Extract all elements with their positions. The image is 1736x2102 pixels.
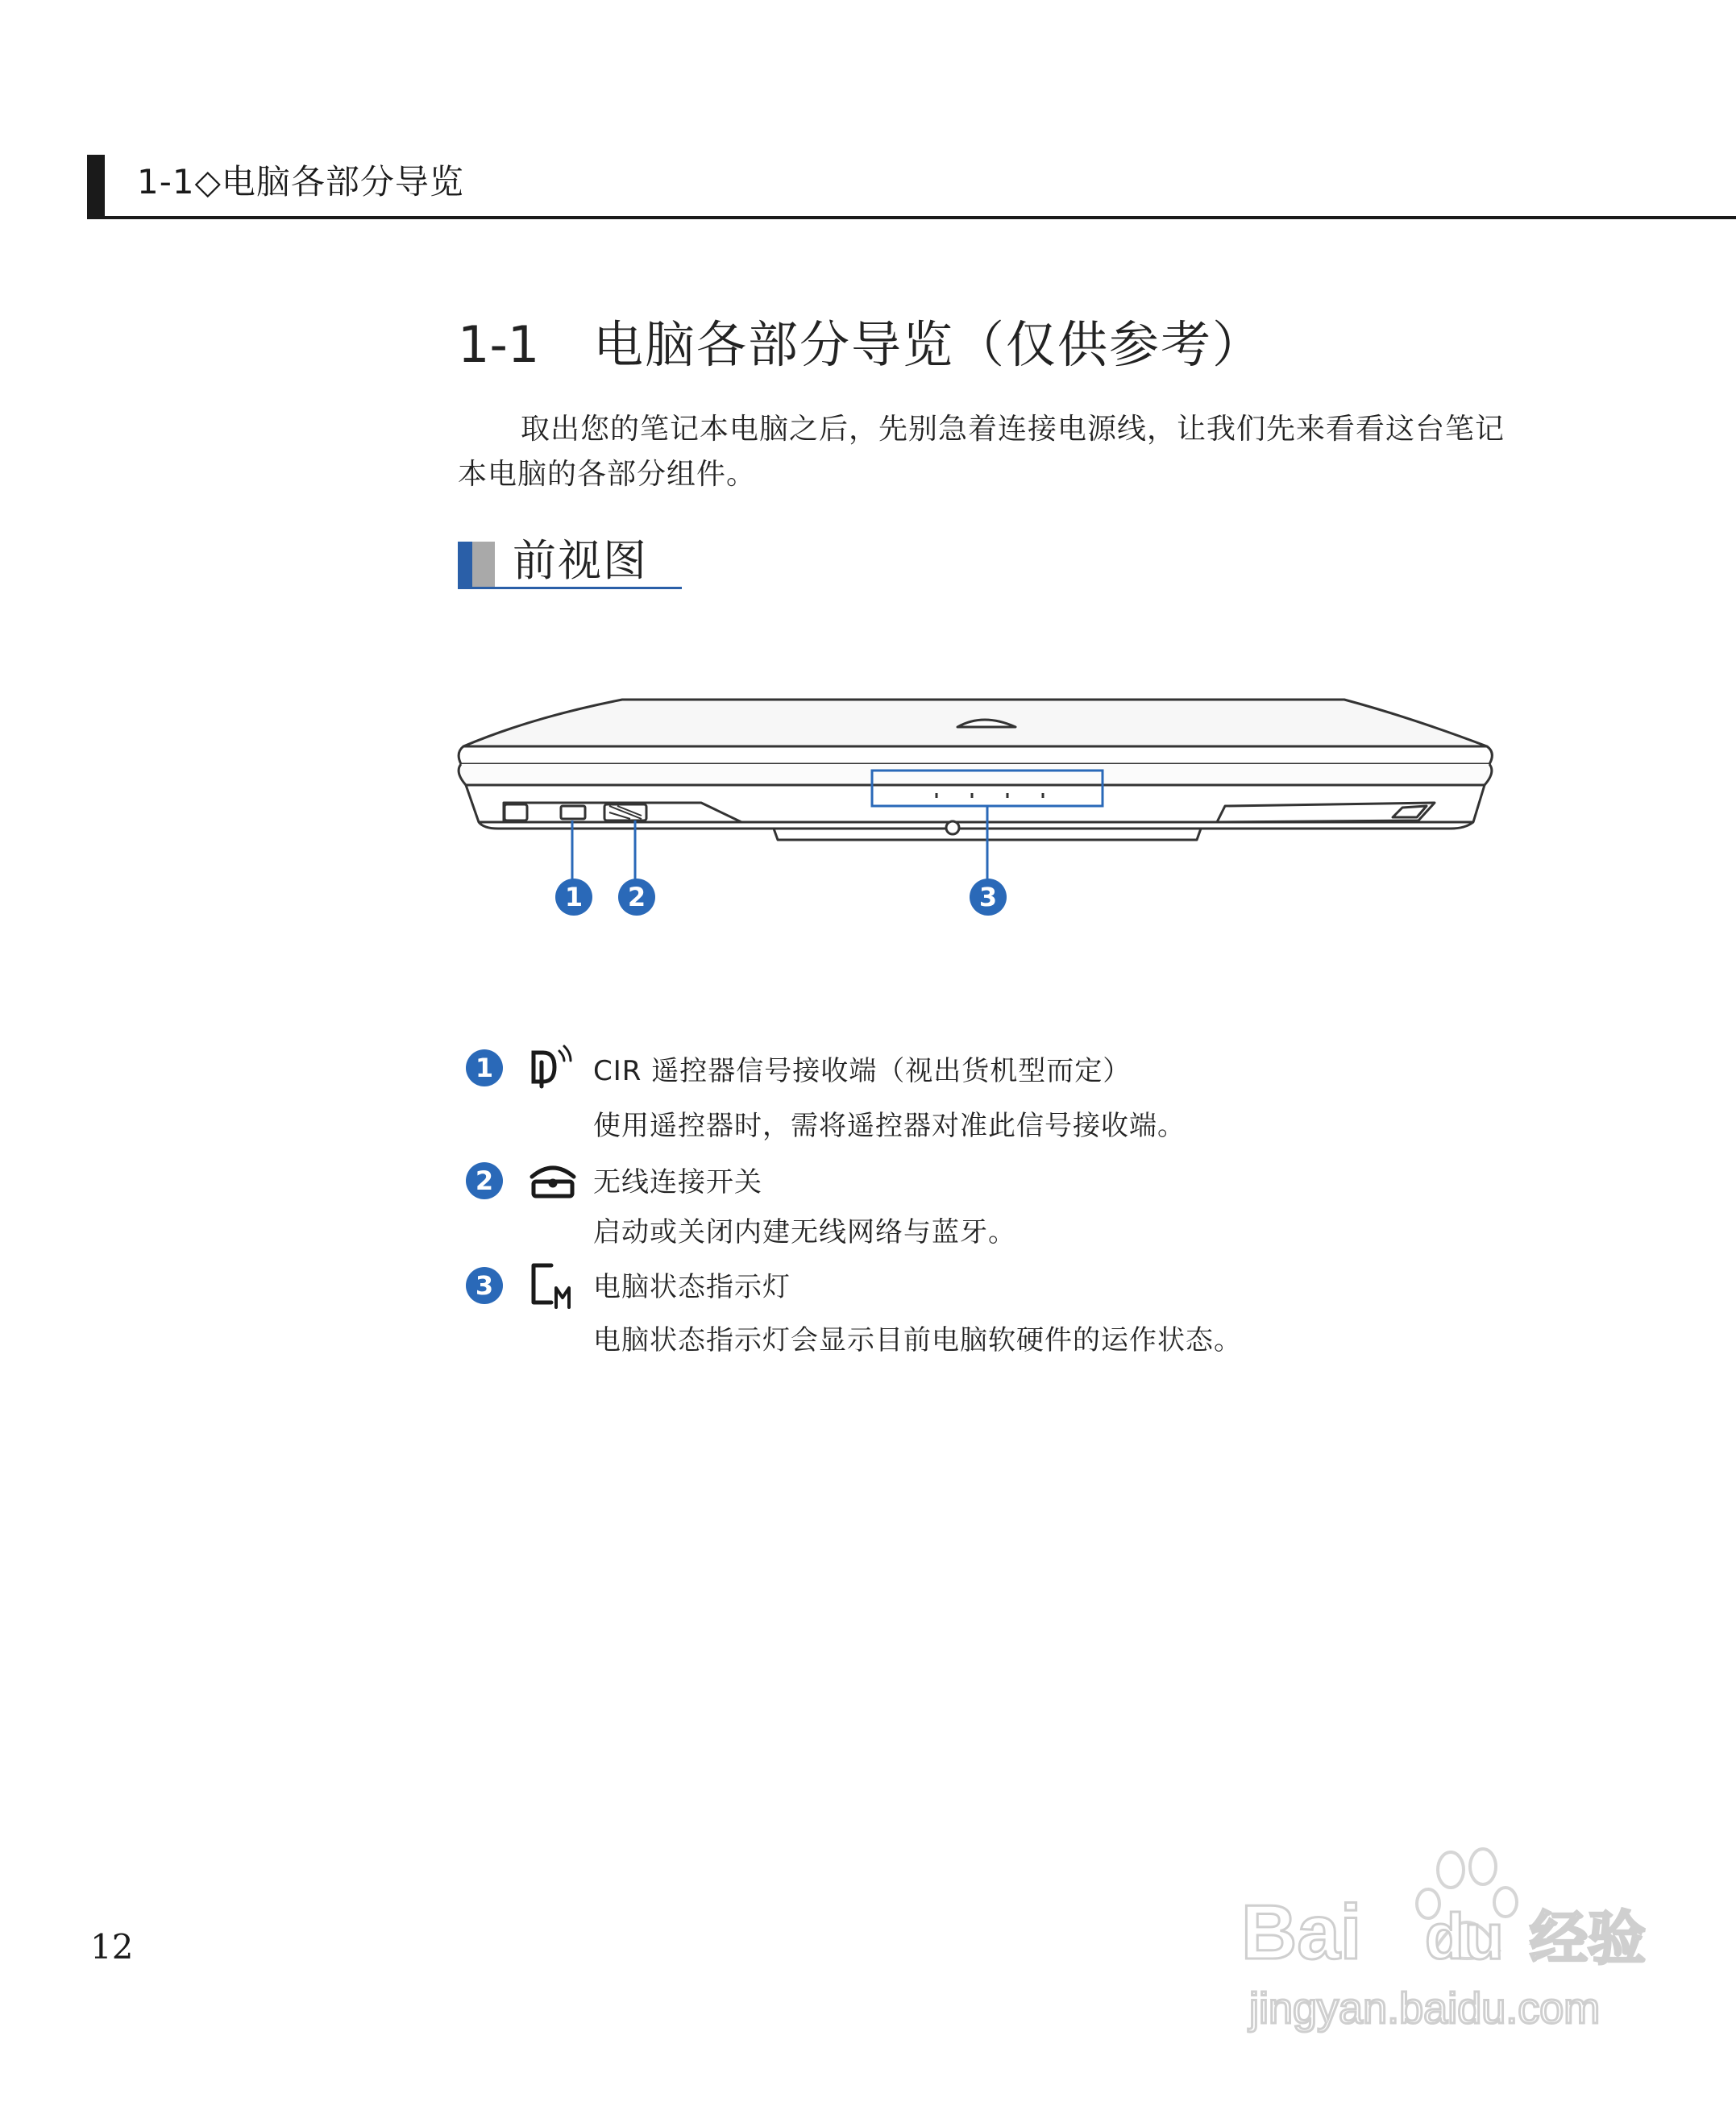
page-number: 12: [90, 1927, 134, 1967]
running-header: 1-1◇电脑各部分导览: [137, 162, 464, 201]
subsection-rule: [458, 587, 682, 589]
subsection-marker-gray: [472, 542, 495, 587]
header-rule: [87, 216, 1736, 219]
watermark-brand-cn: 经验: [1530, 1907, 1647, 1971]
watermark-brand-right: du: [1425, 1901, 1504, 1972]
callout-badge-3: 3: [970, 879, 1007, 916]
baidu-watermark-logo: [1233, 1838, 1652, 2039]
watermark-url: jingyan.baidu.com: [1249, 1984, 1601, 2033]
watermark-brand-left: Bai: [1241, 1889, 1362, 1975]
item-title-3: 电脑状态指示灯: [593, 1271, 791, 1303]
item-title-1: CIR 遥控器信号接收端（视出货机型而定）: [593, 1055, 1132, 1087]
cir-receiver-icon: [527, 1041, 579, 1093]
subsection-marker-blue: [458, 542, 472, 587]
callout-badge-1: 1: [555, 879, 592, 916]
wireless-switch-icon: [527, 1156, 579, 1207]
item-desc-2: 启动或关闭内建无线网络与蓝牙。: [593, 1216, 1016, 1248]
subsection-title: 前视图: [513, 535, 648, 586]
item-desc-1: 使用遥控器时，需将遥控器对准此信号接收端。: [593, 1110, 1186, 1142]
callout-badge-2: 2: [618, 879, 655, 916]
header-bar: [87, 155, 105, 219]
section-title: 电脑各部分导览（仅供参考）: [593, 315, 1265, 374]
laptop-front-view-illustration: [451, 685, 1564, 943]
status-indicator-icon: [527, 1261, 579, 1312]
item-title-2: 无线连接开关: [593, 1166, 762, 1198]
item-desc-3: 电脑状态指示灯会显示目前电脑软硬件的运作状态。: [593, 1324, 1242, 1356]
item-badge-2: 2: [466, 1162, 503, 1199]
item-badge-1: 1: [466, 1049, 503, 1086]
item-badge-3: 3: [466, 1267, 503, 1304]
section-number: 1-1: [458, 315, 540, 374]
intro-paragraph: 取出您的笔记本电脑之后，先别急着连接电源线，让我们先来看看这台笔记本电脑的各部分组件。: [458, 413, 1506, 491]
